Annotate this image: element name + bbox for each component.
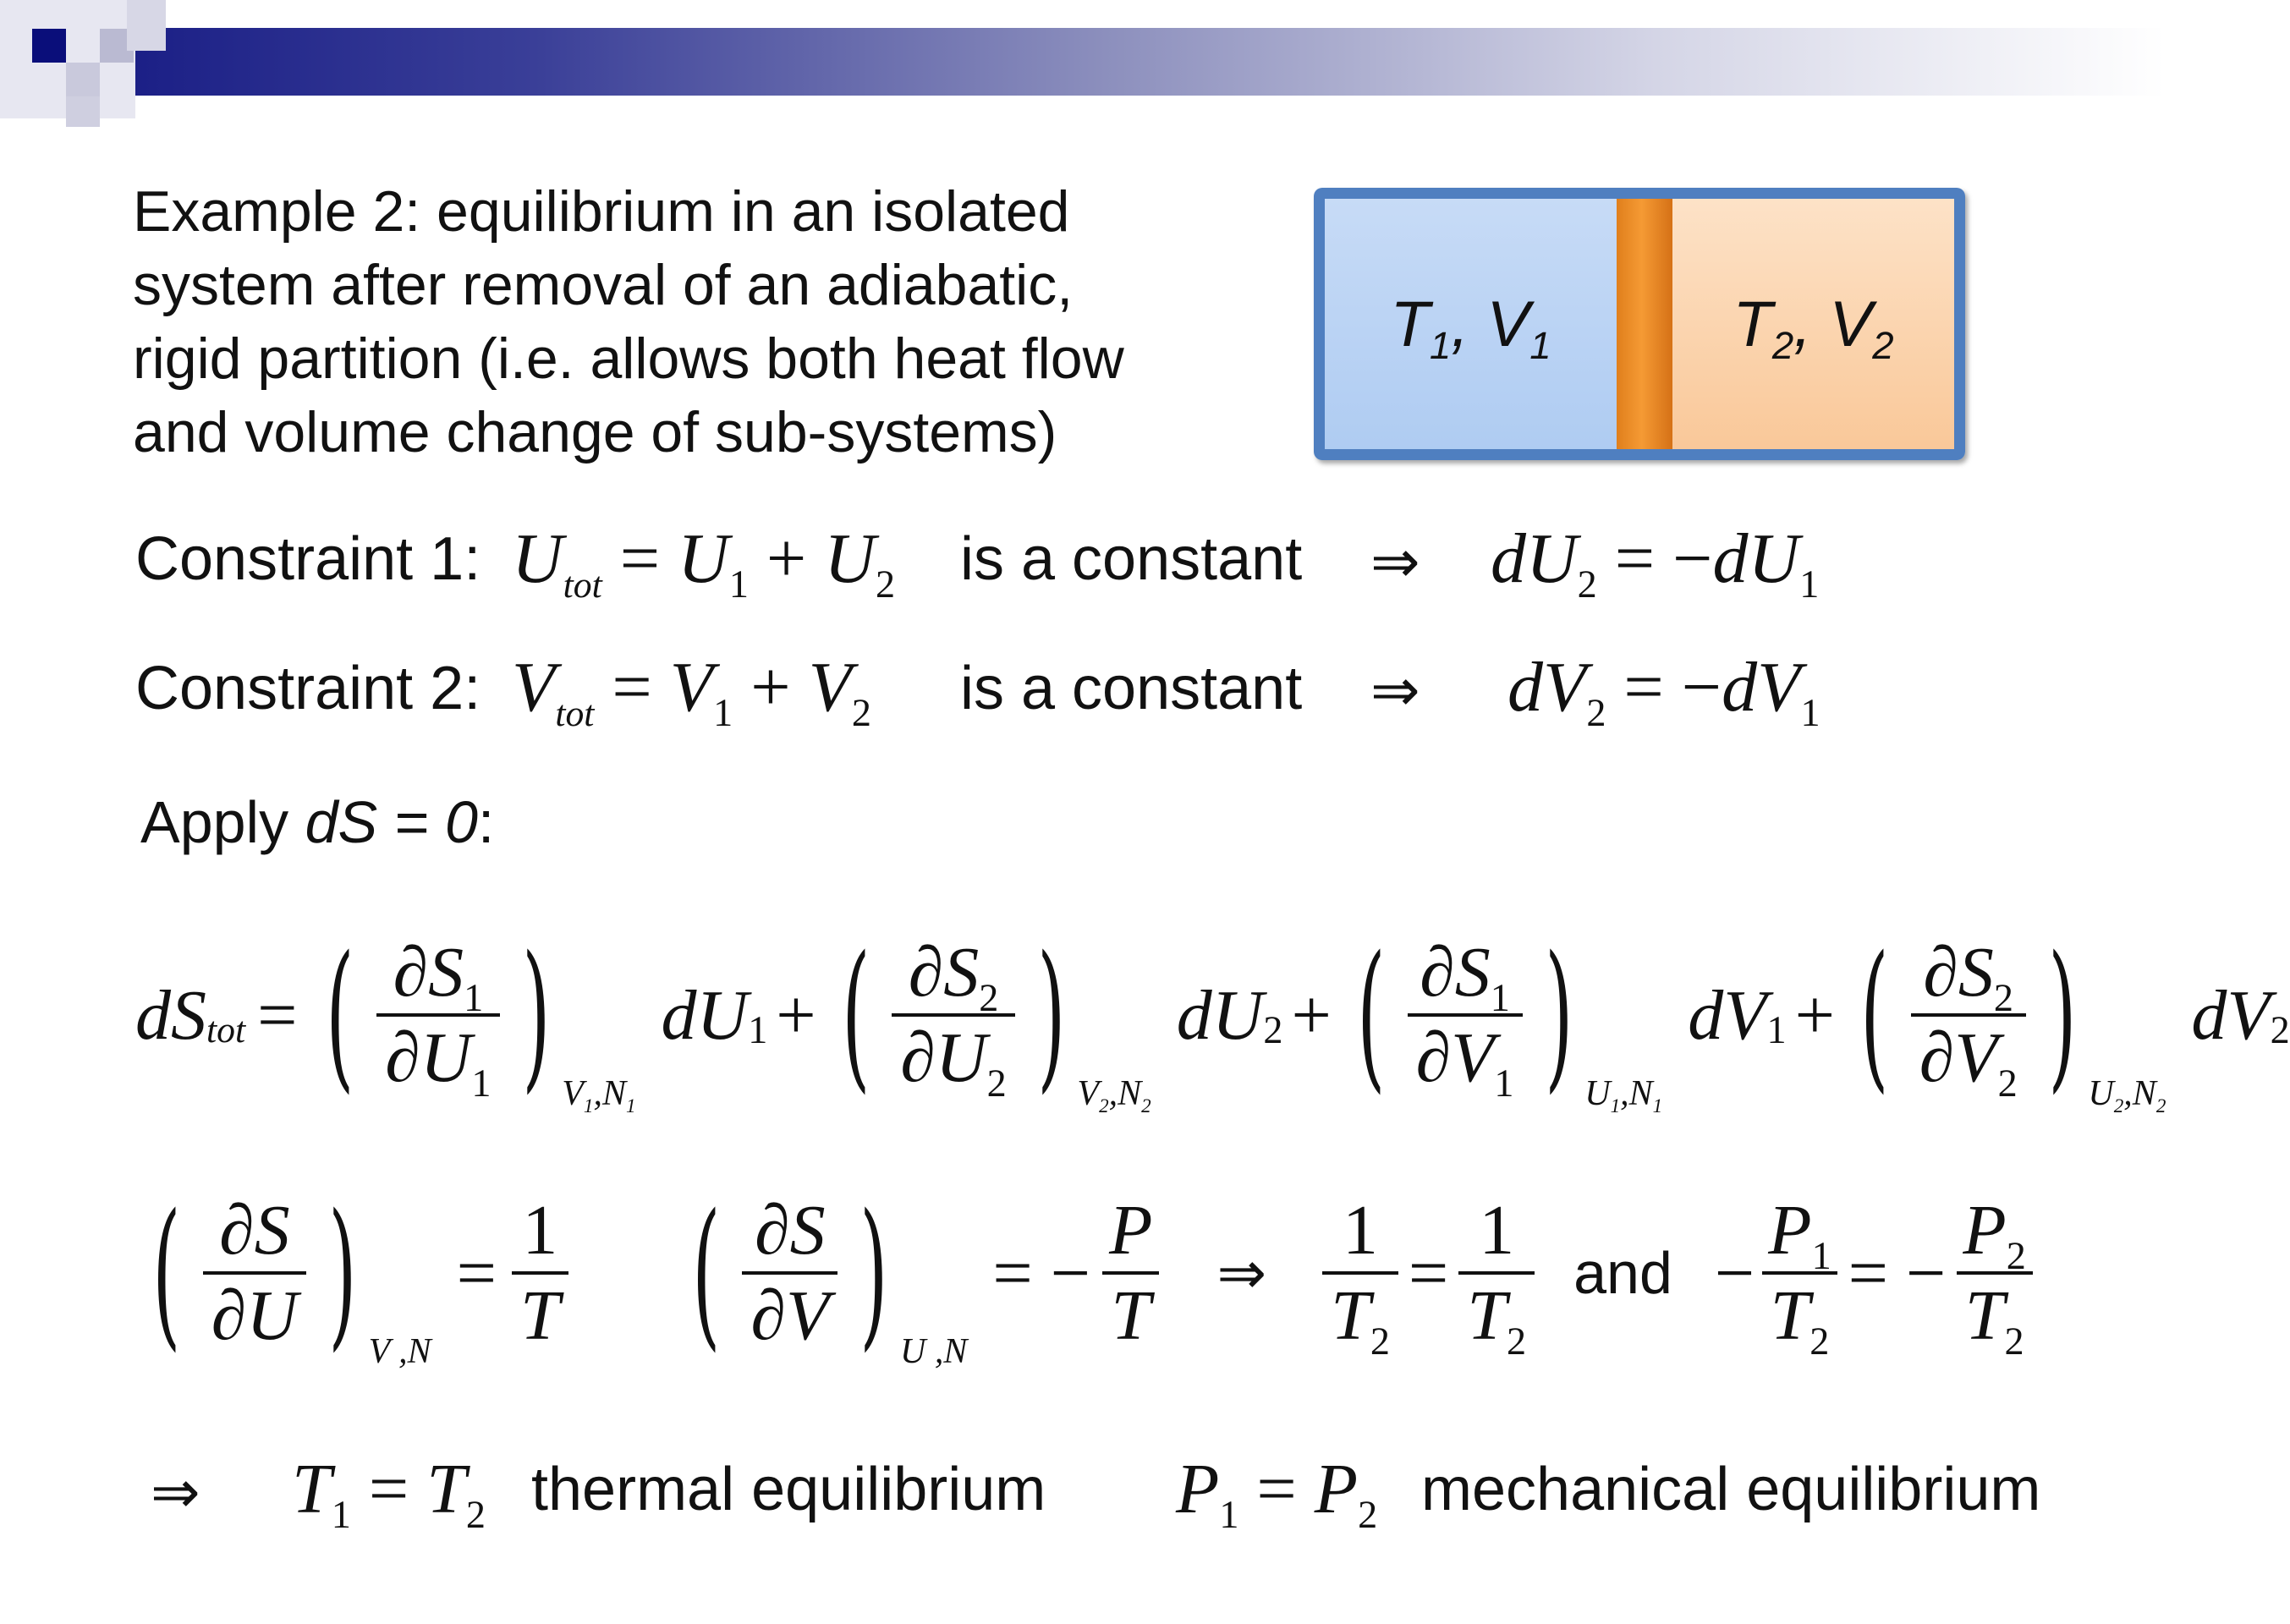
constraint-1-implies: ⇒ [1370,527,1420,596]
subsystem-2 [1672,199,1954,449]
subsystem-1 [1325,199,1617,449]
partition-wall [1617,199,1672,449]
constraint-1-result: $dU_2 = -dU_1$ [1491,519,1820,606]
partitioned-container-diagram [1314,188,1965,460]
temperature-equality: $T_1 = T_2$ [292,1450,486,1536]
constraint-2-note: is a constant [960,655,1303,722]
example-line: Example 2: equilibrium in an isolated [133,179,1070,244]
subsystem-1-label: $T_1$, $V_1$ [1390,288,1551,368]
header-squares-logo [0,0,169,135]
thermodynamic-relations: ( $\frac{\partial S}{\partial U}$ ) V ,N = $\frac{1}{T}$ ( $\frac{\partial S}{\partial V}$ ) U ,N = − $\frac{P}{T}$ ⇒ $\frac{1}{T_2}$ = $\frac{1}{T_2}$ and − $\frac{P_1}{T_2}$ = − $\frac{P_2}{T_2}$ [135,1171,2073,1374]
constraint-1-note: is a constant [960,525,1303,593]
example-line: rigid partition (i.e. allows both heat flow [133,326,1124,391]
constraint-1-equation: $U_{tot} = U_1 + U_2$ [512,519,896,606]
apply-condition: Apply dS = 0: [140,789,495,855]
constraint-2-label: Constraint 2: [135,655,481,722]
example-line: and volume change of sub-systems) [133,400,1057,464]
constraint-2-equation: $V_{tot} = V_1 + V_2$ [512,648,871,735]
and-connector: and [1573,1240,1672,1306]
constraint-1-label: Constraint 1: [135,525,481,593]
conclusion-implies: ⇒ [151,1457,200,1527]
example-description [133,175,1124,469]
thermal-equilibrium-label: thermal equilibrium [531,1456,1046,1523]
mechanical-equilibrium-label: mechanical equilibrium [1421,1456,2041,1523]
constraint-2-implies: ⇒ [1370,656,1420,725]
example-line: system after removal of an adiabatic, [133,253,1074,317]
subsystem-2-label: $T_2$, $V_2$ [1733,288,1894,368]
constraint-2-row [135,654,481,723]
constraint-2-result: $dV_2 = -dV_1$ [1507,648,1820,734]
pressure-equality: $P_1 = P_2$ [1176,1450,1378,1536]
entropy-differential-equation: dS tot = ( $\frac{\partial S_1}{\partial U_1}$ ) $V_1,N_1$ dU 1 + ( $\frac{\partial S_2}{\partial U_2}$ ) $V_2,N_2$ dU 2 + ( $\frac{\partial S_1}{\partial V_1}$ ) $U_1,N_1$ dV 1 + ( $\frac{\partial S_2}{\partial V_2}$ ) $U_2,N_2$ dV 2 [135,921,2290,1116]
constraint-1-row [135,524,481,617]
header-gradient-band [127,28,2166,96]
